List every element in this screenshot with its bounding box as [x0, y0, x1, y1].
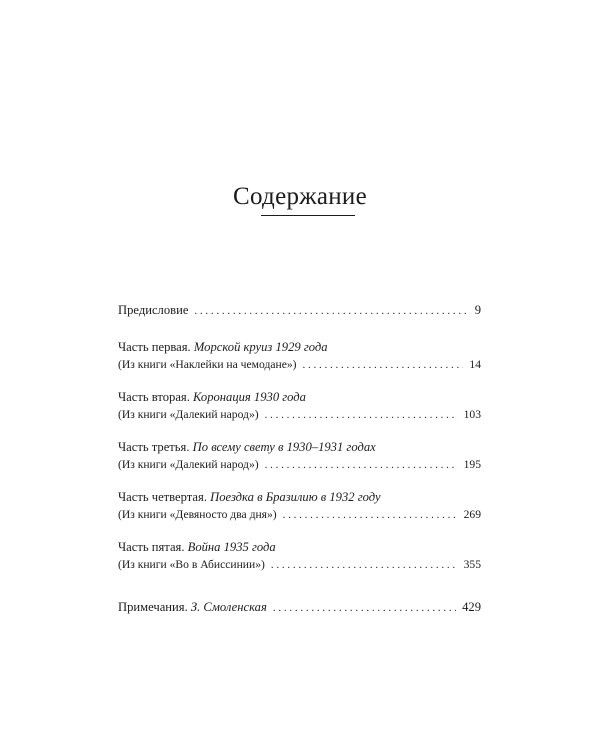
- dot-leader: [265, 456, 458, 474]
- toc-line: [118, 488, 481, 506]
- page-number: 195: [463, 458, 481, 471]
- toc-entry-part-2: [118, 388, 481, 424]
- table-of-contents: [118, 301, 481, 617]
- entry-title: [118, 438, 376, 456]
- toc-entry-part-3: [118, 438, 481, 474]
- entry-title: Предисловие: [118, 303, 189, 317]
- entry-source: (Из книги «Наклейки на чемодане»): [118, 358, 297, 371]
- part-label: Часть четвертая.: [118, 490, 207, 504]
- toc-line: [118, 538, 481, 556]
- toc-line: [118, 438, 481, 456]
- toc-line: [118, 506, 481, 524]
- entry-source: (Из книги «Далекий народ»): [118, 458, 259, 471]
- part-subtitle: Поездка в Бразилию в 1932 году: [210, 490, 381, 504]
- part-label: Часть вторая.: [118, 390, 190, 404]
- page-number: 9: [474, 303, 481, 317]
- page-number: 429: [462, 600, 481, 614]
- entry-title: [118, 538, 276, 556]
- entry-title: [118, 388, 306, 406]
- notes-author: З. Смоленская: [190, 600, 267, 614]
- toc-line: [118, 406, 481, 424]
- entry-source: (Из книги «Далекий народ»): [118, 408, 259, 421]
- toc-entry-part-5: [118, 538, 481, 574]
- part-subtitle: Война 1935 года: [187, 540, 276, 554]
- page-title: Содержание: [233, 183, 367, 210]
- part-subtitle: Морской круиз 1929 года: [193, 340, 328, 354]
- notes-label: Примечания.: [118, 600, 188, 614]
- page-number: 14: [469, 358, 481, 371]
- toc-line: [118, 598, 481, 617]
- page-number: 269: [463, 508, 481, 521]
- part-label: Часть первая.: [118, 340, 191, 354]
- part-label: Часть третья.: [118, 440, 190, 454]
- part-label: Часть пятая.: [118, 540, 185, 554]
- entry-source: (Из книги «Во в Абиссинии»): [118, 558, 265, 571]
- dot-leader: [303, 356, 464, 374]
- toc-line: [118, 556, 481, 574]
- page-number: 103: [463, 408, 481, 421]
- part-subtitle: Коронация 1930 года: [193, 390, 306, 404]
- toc-line: [118, 456, 481, 474]
- toc-line: [118, 301, 481, 320]
- part-subtitle: По всему свету в 1930–1931 годах: [192, 440, 376, 454]
- dot-leader: [283, 506, 458, 524]
- entry-title: [118, 598, 267, 616]
- title-underline: [261, 215, 355, 216]
- dot-leader: [194, 302, 468, 320]
- toc-line: [118, 356, 481, 374]
- dot-leader: [271, 556, 458, 574]
- toc-entry-part-1: [118, 338, 481, 374]
- entry-title: [118, 488, 381, 506]
- toc-entry-preface: [118, 301, 481, 320]
- entry-title: [118, 338, 328, 356]
- toc-line: [118, 338, 481, 356]
- page-number: 355: [463, 558, 481, 571]
- entry-source: (Из книги «Девяносто два дня»): [118, 508, 277, 521]
- dot-leader: [265, 406, 458, 424]
- dot-leader: [273, 599, 456, 617]
- toc-entry-part-4: [118, 488, 481, 524]
- toc-line: [118, 388, 481, 406]
- toc-entry-notes: [118, 598, 481, 617]
